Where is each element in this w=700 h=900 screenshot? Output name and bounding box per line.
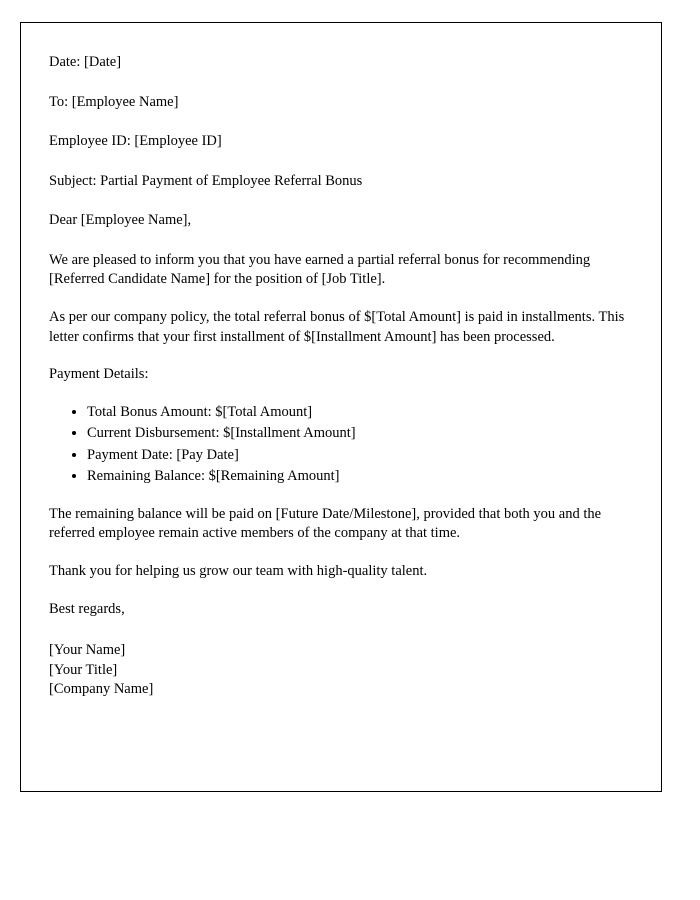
subject-line: Subject: Partial Payment of Employee Referral Bonus [49,172,363,189]
date-line: Date: [Date] [49,54,122,70]
signer-name: [Your Name] [49,642,126,659]
paragraph-intro: We are pleased to inform you that you have earned a partial referral bonus for recommending [Referred Candidate Name] for the position of [Job Title]. [49,251,591,288]
paragraph-policy: As per our company policy, the total referral bonus of $[Total Amount] is paid in installments. This letter confirms that your first installment of $[Installment Amount] has been processed. [49,308,625,345]
recipient-line: To: [Employee Name] [49,93,179,110]
paragraph-remaining-balance: The remaining balance will be paid on [Future Date/Milestone], provided that both you and the referred employee remain active members of the company at that time. [49,505,602,542]
list-item: • Payment Date: [Pay Date] [87,446,625,466]
payment-details-list [49,403,625,487]
list-item: • Current Disbursement: $[Installment Amount] [87,424,625,444]
payment-details-heading: Payment Details: [49,366,149,383]
letter-document [20,22,662,792]
signer-title: [Your Title] [49,661,118,678]
signature-block [49,641,625,700]
list-item: • Total Bonus Amount: $[Total Amount] [87,403,625,423]
list-item: • Remaining Balance: $[Remaining Amount] [87,467,625,487]
closing-line: Best regards, [49,600,125,617]
employee-id-line: Employee ID: [Employee ID] [49,133,222,150]
salutation: Dear [Employee Name], [49,212,192,229]
company-name: [Company Name] [49,681,154,698]
paragraph-thanks: Thank you for helping us grow our team with high-quality talent. [49,563,428,579]
letter-body [49,53,625,700]
